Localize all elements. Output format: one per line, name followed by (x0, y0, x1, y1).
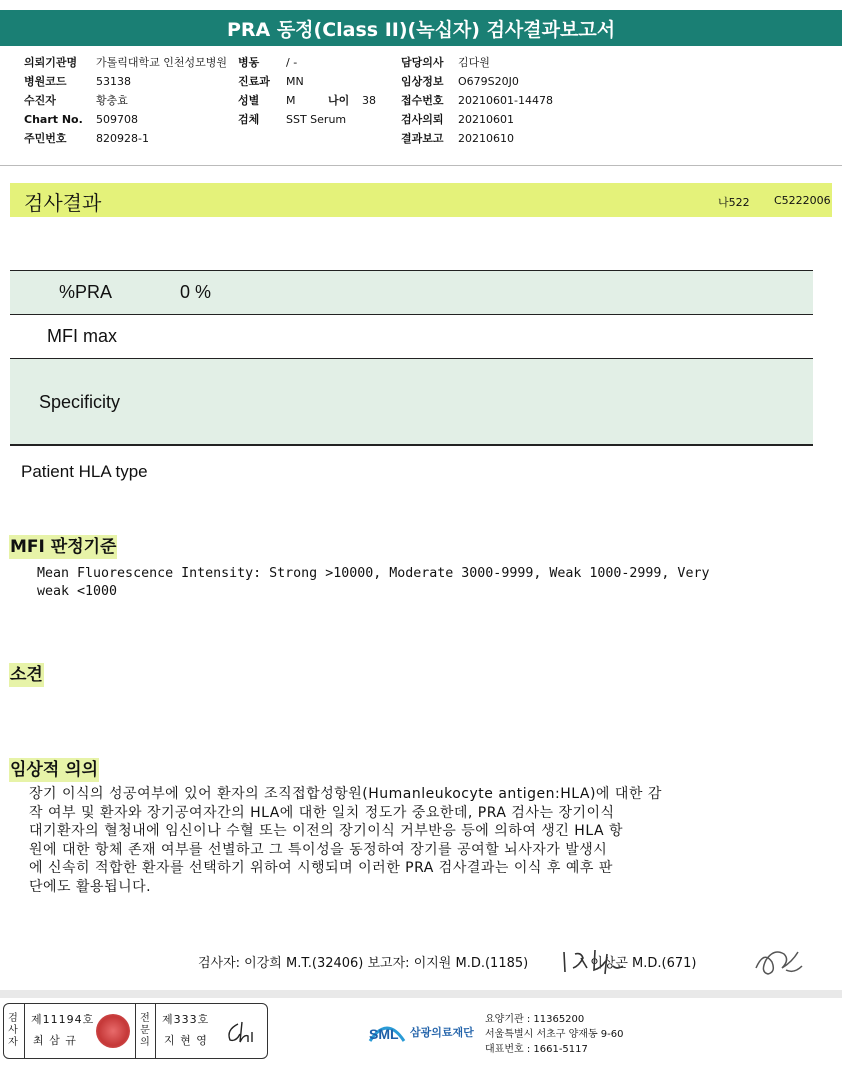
pra-label: %PRA (59, 282, 113, 302)
signature-text-2: 이상곤 M.D.(671) (590, 956, 697, 971)
official-seal-image (96, 1014, 130, 1048)
info-value: 820928-1 (96, 132, 149, 145)
signature-text: 검사자: 이강희 M.T.(32406) 보고자: 이지원 M.D.(1185) (198, 956, 529, 971)
info-label: 담당의사 (401, 56, 444, 69)
certification-box (3, 1003, 268, 1059)
opinion-heading: 소견 (10, 665, 43, 685)
specialist-name: 지 현 영 (164, 1034, 208, 1047)
info-label: 병원코드 (24, 75, 67, 88)
tester-column-label: 검사자 (8, 1013, 18, 1048)
ward-label: 병동 (238, 56, 260, 69)
tester-cert-no: 제11194호 (31, 1013, 95, 1026)
specialist-column-label: 전문의 (140, 1013, 150, 1048)
dept-label: 진료과 (238, 75, 270, 88)
org-info-line: 대표번호 : 1661-5117 (485, 1044, 588, 1055)
specificity-label: Specificity (39, 392, 121, 412)
specialist-signature-image (224, 1018, 260, 1046)
info-value: O679S20J0 (458, 75, 519, 88)
info-value: 20210601 (458, 113, 514, 126)
info-value: 53138 (96, 75, 131, 88)
info-label: 임상정보 (401, 75, 444, 88)
ward-value: / - (286, 56, 298, 69)
mfi-row (10, 314, 813, 359)
sml-logo-icon (366, 1013, 408, 1047)
result-band-title: 검사결과 (24, 191, 102, 215)
patient-hla-label: Patient HLA type (21, 462, 148, 481)
info-label: 의뢰기관명 (24, 56, 78, 69)
pra-value: 0 % (180, 282, 212, 302)
mfi-criteria-heading: MFI 판정기준 (10, 537, 117, 557)
divider (135, 1004, 136, 1058)
organization-name: 삼광의료재단 (410, 1026, 474, 1039)
mfi-max-label: MFI max (47, 326, 117, 346)
footer-separator (0, 990, 842, 998)
divider (155, 1004, 156, 1058)
specialist-cert-no: 제333호 (162, 1013, 210, 1026)
info-value: 황충효 (96, 94, 128, 107)
test-code: 나522 (718, 196, 750, 209)
info-value: 가톨릭대학교 인천성모병원 (96, 56, 228, 69)
mfi-criteria-line1: Mean Fluorescence Intensity: Strong >10000, Moderate 3000-9999, Weak 1000-2999, Very (37, 566, 710, 581)
info-value: 20210601-14478 (458, 94, 553, 107)
info-label: Chart No. (24, 113, 83, 126)
result-band (10, 183, 832, 217)
clinical-heading: 임상적 의의 (10, 760, 99, 780)
patient-info-col2 (238, 53, 376, 129)
info-label: 주민번호 (24, 132, 67, 145)
mfi-criteria-line2: weak <1000 (37, 584, 118, 599)
report-title: PRA 동정(Class II)(녹십자) 검사결과보고서 (0, 10, 842, 46)
signature-sanggon-image (750, 942, 806, 978)
specificity-row (10, 358, 813, 446)
info-value: 김다원 (458, 56, 490, 69)
organization-info (485, 1012, 624, 1057)
info-label: 수진자 (24, 94, 56, 107)
org-info-line: 서울특별시 서초구 양재동 9-60 (485, 1029, 624, 1040)
sex-label: 성별 (238, 94, 260, 107)
info-label: 접수번호 (401, 94, 444, 107)
info-label: 결과보고 (401, 132, 444, 145)
divider (0, 165, 842, 166)
patient-info-col3 (401, 53, 553, 148)
specimen-label: 검체 (238, 113, 260, 126)
sex-value: M (286, 94, 296, 107)
dept-value: MN (286, 75, 304, 88)
clinical-text: 장기 이식의 성공여부에 있어 환자의 조직접합성항원(Humanleukocyte antigen:HLA)에 대한 감 작 여부 및 환자와 장기공여자간의 HLA에 대한 일치 정도가 중요한데, PRA 검사는 장기이식 대기환자의 혈청내에 임신이나 수혈 또는 이전의 장기이식 거부반응 등에 의하여 생긴 HLA 항 원에 대한 항체 존재 여부를 선별하고 그 특이성을 동정하여 장기를 공여할 뇌사자가 발생시 에 신속히 적합한 환자를 선택하기 위하여 시행되며 이러한 PRA 검사결과는 이식 후 예후 판 단에도 활용됩니다. (29, 786, 662, 895)
pra-row (10, 270, 813, 315)
divider (24, 1004, 25, 1058)
signature-jiwon-image (561, 944, 627, 978)
specimen-value: SST Serum (286, 113, 347, 126)
order-code: C5222006 (774, 194, 831, 207)
sml-logo-text: SML (369, 1026, 399, 1042)
tester-name: 최 삼 규 (33, 1034, 77, 1047)
patient-info-col1 (24, 53, 227, 148)
info-value: 20210610 (458, 132, 514, 145)
org-info-line: 요양기관 : 11365200 (485, 1014, 585, 1025)
age-label: 나이 (328, 94, 350, 107)
age-value: 38 (362, 94, 376, 107)
info-label: 검사의뢰 (401, 113, 444, 126)
info-value: 509708 (96, 113, 138, 126)
